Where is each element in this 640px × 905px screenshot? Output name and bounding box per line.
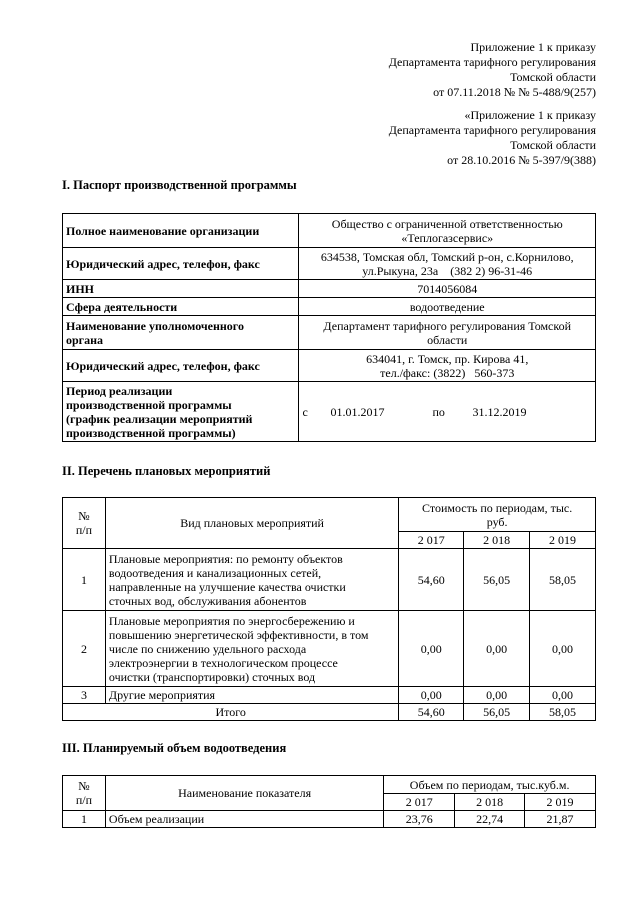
label-line: производственной программы) <box>66 425 236 440</box>
table-row <box>63 298 596 316</box>
table-row-period <box>63 382 596 442</box>
row-value <box>299 350 596 382</box>
label-line: органа <box>66 332 104 347</box>
cost-2018: 0,00 <box>464 687 530 704</box>
year-header: 2 018 <box>455 794 525 811</box>
text-line: электроэнергии в технологическом процессе <box>108 655 338 670</box>
value-line: «Теплогазсервис» <box>401 230 494 245</box>
label-line: (график реализации мероприятий <box>66 411 253 426</box>
row-label: Полное наименование организации <box>63 214 299 248</box>
cost-2019: 0,00 <box>530 611 596 687</box>
value-line: 634538, Томская обл, Томский р-он, с.Корнилово, <box>320 249 574 264</box>
cost-2017: 54,60 <box>399 549 464 611</box>
table-row <box>63 350 596 382</box>
header-line: руб. <box>486 514 508 529</box>
cost-2019: 58,05 <box>530 549 596 611</box>
section-3-title: III. Планируемый объем водоотведения <box>62 741 287 755</box>
header-line: п/п <box>75 523 93 537</box>
row-num: 3 <box>63 687 106 704</box>
appendix-header-original <box>389 108 596 168</box>
col-volume-header: Объем по периодам, тыс.куб.м. <box>384 776 596 794</box>
volume-2017: 23,76 <box>384 811 455 828</box>
row-label: Юридический адрес, телефон, факс <box>63 248 299 280</box>
period-from-date: 01.01.2017 <box>330 404 385 419</box>
section-2-title: II. Перечень плановых мероприятий <box>62 464 271 478</box>
cost-2017: 0,00 <box>399 611 464 687</box>
row-value <box>299 214 596 248</box>
col-num-header <box>63 776 106 811</box>
text-line: Плановые мероприятия: по ремонту объектов <box>108 551 343 566</box>
row-label: ИНН <box>63 280 299 298</box>
cost-2019: 0,00 <box>530 687 596 704</box>
total-2019: 58,05 <box>530 704 596 721</box>
col-num-header <box>63 498 106 549</box>
col-cost-header <box>399 498 596 532</box>
table-row <box>63 549 596 611</box>
year-header: 2 017 <box>399 532 464 549</box>
period-value <box>299 382 596 442</box>
table-row <box>63 611 596 687</box>
value-line: ул.Рыкуна, 23а (382 2) 96-31-46 <box>362 263 533 278</box>
row-value: водоотведение <box>299 298 596 316</box>
table-row <box>63 811 596 828</box>
value-line: 634041, г. Томск, пр. Кирова 41, <box>366 351 529 366</box>
label-line: производственной программы <box>66 397 232 412</box>
table-header-row <box>63 498 596 532</box>
year-header: 2 019 <box>530 532 596 549</box>
header-line: Департамента тарифного регулирования <box>388 123 596 137</box>
col-name-header: Наименование показателя <box>105 776 383 811</box>
text-line: Плановые мероприятия по энергосбережению и <box>108 613 355 628</box>
text-line: повышению энергетической эффективности, в том <box>108 627 369 642</box>
year-header: 2 017 <box>384 794 455 811</box>
section-1-title: I. Паспорт производственной программы <box>62 178 297 192</box>
row-num: 1 <box>63 549 106 611</box>
row-label: Сфера деятельности <box>63 298 299 316</box>
header-line: Приложение 1 к приказу <box>470 40 596 54</box>
total-2017: 54,60 <box>399 704 464 721</box>
passport-table <box>62 213 596 442</box>
table-row <box>63 687 596 704</box>
year-header: 2 019 <box>525 794 596 811</box>
header-line: от 28.10.2016 № 5-397/9(388) <box>447 153 596 167</box>
table-row <box>63 316 596 350</box>
value-line: Департамент тарифного регулирования Томской <box>323 318 572 333</box>
header-line: п/п <box>75 793 93 807</box>
header-line: «Приложение 1 к приказу <box>464 108 596 122</box>
activities-table <box>62 497 596 721</box>
header-line: Томской области <box>510 138 596 152</box>
label-line: Период реализации <box>66 383 173 398</box>
value-line: области <box>427 332 468 347</box>
table-row <box>63 280 596 298</box>
appendix-header-current <box>389 40 596 100</box>
table-total-row <box>63 704 596 721</box>
row-name <box>105 549 398 611</box>
col-name-header: Вид плановых мероприятий <box>105 498 398 549</box>
volume-table <box>62 775 596 828</box>
header-line: от 07.11.2018 № № 5-488/9(257) <box>433 85 596 99</box>
row-num: 1 <box>63 811 106 828</box>
volume-2019: 21,87 <box>525 811 596 828</box>
row-label <box>63 316 299 350</box>
row-value <box>299 248 596 280</box>
text-line: числе по снижению удельного расхода <box>108 641 307 656</box>
total-2018: 56,05 <box>464 704 530 721</box>
table-header-row <box>63 776 596 794</box>
header-line: № <box>78 509 90 523</box>
table-row <box>63 248 596 280</box>
row-label: Юридический адрес, телефон, факс <box>63 350 299 382</box>
cost-2017: 0,00 <box>399 687 464 704</box>
row-num: 2 <box>63 611 106 687</box>
header-line: № <box>78 779 90 793</box>
header-line: Томской области <box>510 70 596 84</box>
value-line: Общество с ограниченной ответственностью <box>331 216 563 231</box>
row-label <box>63 382 299 442</box>
value-line: тел./факс: (3822) 560-373 <box>380 365 515 380</box>
header-line: Департамента тарифного регулирования <box>388 55 596 69</box>
row-value <box>299 316 596 350</box>
table-row <box>63 214 596 248</box>
text-line: направленные на улучшение качества очистки <box>108 579 346 594</box>
period-to-date: 31.12.2019 <box>472 404 527 419</box>
year-header: 2 018 <box>464 532 530 549</box>
text-line: очистки (транспортировки) сточных вод <box>108 669 316 684</box>
period-to-word: по <box>432 404 445 419</box>
cost-2018: 56,05 <box>464 549 530 611</box>
text-line: сточных вод, обслуживания абонентов <box>108 593 307 608</box>
total-label: Итого <box>63 704 399 721</box>
period-from-word: с <box>302 404 308 419</box>
row-name: Объем реализации <box>105 811 383 828</box>
row-name: Другие мероприятия <box>105 687 398 704</box>
row-name <box>105 611 398 687</box>
volume-2018: 22,74 <box>455 811 525 828</box>
text-line: водоотведения и канализационных сетей, <box>108 565 322 580</box>
cost-2018: 0,00 <box>464 611 530 687</box>
label-line: Наименование уполномоченного <box>66 318 244 333</box>
row-value: 7014056084 <box>299 280 596 298</box>
header-line: Стоимость по периодам, тыс. <box>422 500 573 515</box>
